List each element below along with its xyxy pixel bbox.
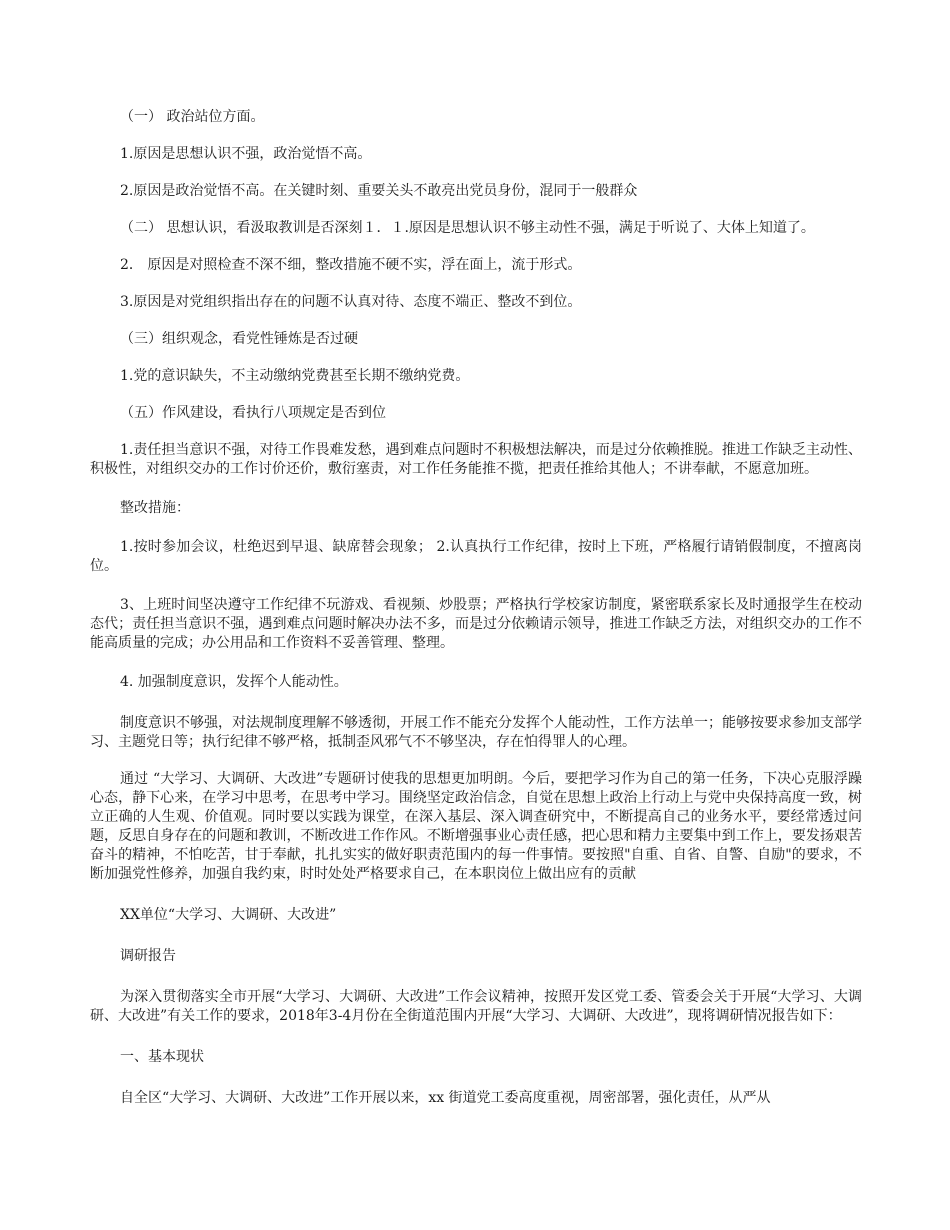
paragraph-item: 2.原因是政治觉悟不高。在关键时刻、重要关头不敢亮出党员身份，混同于一般群众 [120, 183, 638, 199]
section-heading-rectification: 整改措施： [120, 500, 190, 516]
section-heading-political-stance: （一） 政治站位方面。 [120, 109, 265, 125]
paragraph-item: 3、上班时间坚决遵守工作纪律不玩游戏、看视频、炒股票；严格执行学校家访制度，紧密联系家长及时通报学生在校动态代；责任担当意识不强，遇到难点问题时解决办法不多，而是过分依赖请示领导，推进工作缺乏方法，对组织交办的工作不能高质量的完成；办公用品和工作资料不妥善管理、整理。 [90, 597, 862, 651]
section-heading-work-style: （五）作风建设，看执行八项规定是否到位 [120, 405, 386, 421]
paragraph-item: 1.按时参加会议，杜绝迟到早退、缺席替会现象； 2.认真执行工作纪律，按时上下班，严格履行请销假制度，不擅离岗位。 [90, 539, 862, 574]
document-body [90, 98, 862, 1108]
paragraph-item: 制度意识不够强，对法规制度理解不够透彻，开展工作不能充分发挥个人能动性，工作方法单一；能够按要求参加支部学习、主题党日等；执行纪律不够严格，抵制歪风邪气不不够坚决，存在怕得罪人的心理。 [90, 715, 862, 750]
report-title: XX单位“大学习、大调研、大改进” [120, 907, 337, 923]
paragraph-item: 1.责任担当意识不强，对待工作畏难发愁，遇到难点问题时不积极想法解决，而是过分依赖推脱。推进工作缺乏主动性、积极性，对组织交办的工作讨价还价，敷衍塞责，对工作任务能推不揽，把责任推给其他人；不讲奉献，不愿意加班。 [90, 442, 862, 477]
paragraph-item: 1.原因是思想认识不强，政治觉悟不高。 [120, 146, 372, 162]
paragraph-item: 1.党的意识缺失，不主动缴纳党费甚至长期不缴纳党费。 [120, 368, 470, 384]
section-heading-current-status: 一、基本现状 [120, 1049, 204, 1065]
paragraph-item: （二） 思想认识，看汲取教训是否深刻１．１.原因是思想认识不够主动性不强，满足于听说了、大体上知道了。 [120, 220, 815, 236]
paragraph-item: 4. 加强制度意识，发挥个人能动性。 [120, 674, 348, 690]
section-heading-organization: （三）组织观念，看党性锤炼是否过硬 [120, 331, 358, 347]
paragraph-item: 3.原因是对党组织指出存在的问题不认真对待、态度不端正、整改不到位。 [120, 294, 582, 310]
paragraph-item: 通过 “大学习、大调研、大改进”专题研讨使我的思想更加明朗。今后，要把学习作为自己的第一任务，下决心克服浮躁心态，静下心来，在学习中思考，在思考中学习。围绕坚定政治信念，自觉在思想上政治上行动上与党中央保持高度一致，树立正确的人生观、价值观。同时要以实践为课堂，在深入基层、深入调查研究中，不断提高自己的业务水平，要经常透过问题，反思自身存在的问题和教训，不断改进工作作风。不断增强事业心责任感，把心思和精力主要集中到工作上，要发扬艰苦奋斗的精神，不怕吃苦，甘于奉献，扎扎实实的做好职责范围内的每一件事情。要按照"自重、自省、自警、自励"的要求，不断加强党性修养，加强自我约束，时时处处严格要求自己，在本职岗位上做出应有的贡献 [90, 771, 862, 882]
paragraph-item: 2． 原因是对照检查不深不细，整改措施不硬不实，浮在面上，流于形式。 [120, 257, 582, 273]
paragraph-item: 自全区“大学习、大调研、大改进”工作开展以来，xx 街道党工委高度重视，周密部署，强化责任，从严从 [120, 1090, 771, 1106]
paragraph-item: 为深入贯彻落实全市开展“大学习、大调研、大改进”工作会议精神，按照开发区党工委、管委会关于开展“大学习、大调研、大改进”有关工作的要求，2018年3-4月份在全街道范围内开展“大学习、大调研、大改进”，现将调研情况报告如下： [90, 989, 862, 1024]
report-subtitle: 调研报告 [120, 948, 176, 964]
